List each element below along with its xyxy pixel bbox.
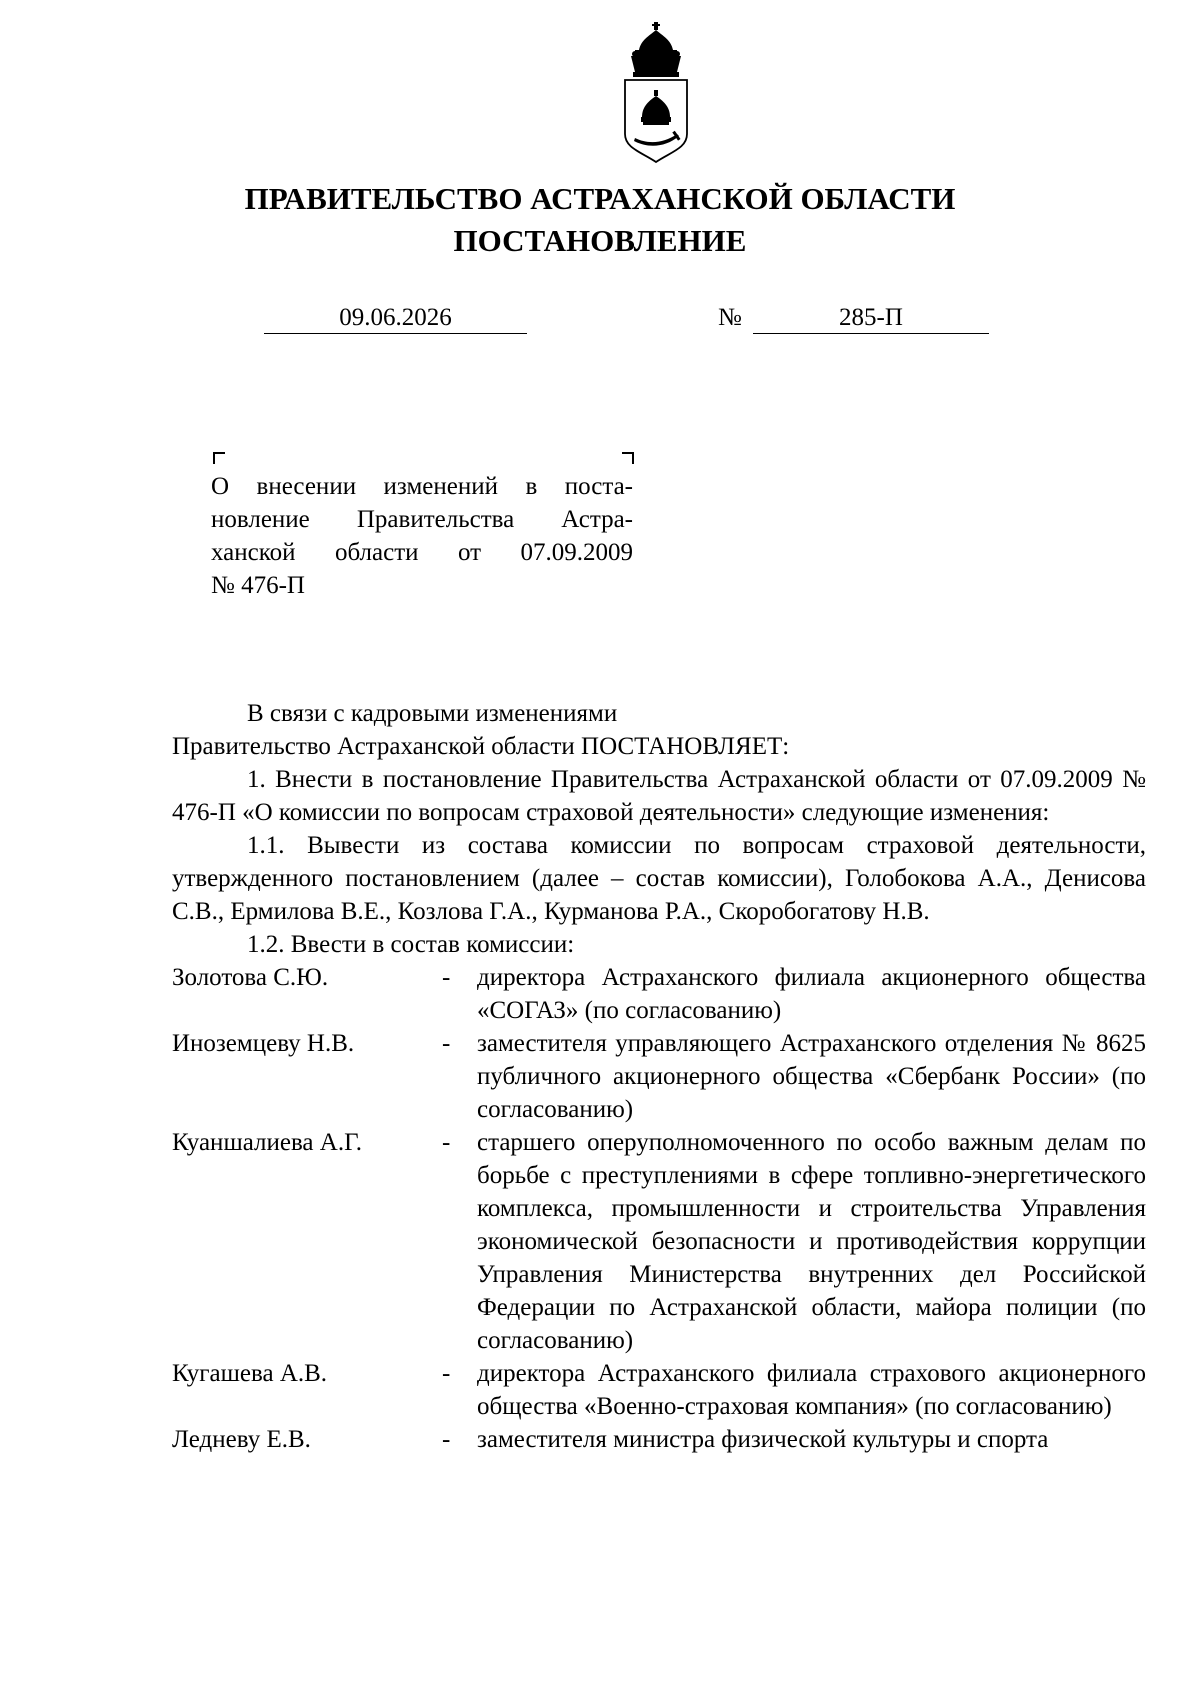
subject-line: О внесении изменений в поста- bbox=[211, 473, 633, 500]
document-number: 285-П bbox=[839, 304, 903, 331]
paragraph-1: 1. Внести в постановление Правительства Астраханской области от 07.09.2009 № 476-П «О комиссии по вопросам страховой деятельности» следующие изменения: bbox=[172, 766, 1146, 826]
corner-bracket-right-icon bbox=[622, 452, 634, 464]
paragraph-1-1: 1.1. Вывести из состава комиссии по вопросам страховой деятельности, утвержденного постановлением (далее – состав комиссии), Голобокова А.А., Денисова С.В., Ермилова В.Е., Козлова Г.А., Курманова Р.А., Скоробогатову Н.В. bbox=[172, 832, 1146, 925]
member-name: Куаншалиева А.Г. bbox=[172, 1129, 362, 1156]
document-subject bbox=[211, 470, 633, 602]
member-dash: - bbox=[442, 1129, 451, 1156]
government-title: ПРАВИТЕЛЬСТВО АСТРАХАНСКОЙ ОБЛАСТИ bbox=[244, 181, 956, 216]
member-position: заместителя управляющего Астраханского отделения № 8625 публичного акционерного общества «Сбербанк России» (по согласованию) bbox=[477, 1030, 1146, 1123]
member-row bbox=[172, 1027, 1146, 1126]
corner-bracket-left-icon bbox=[213, 452, 225, 464]
subject-line: новление Правительства Астра- bbox=[211, 506, 633, 533]
subject-line: ханской области от 07.09.2009 bbox=[211, 539, 633, 566]
number-label: № bbox=[718, 304, 742, 331]
intro-line: В связи с кадровыми изменениями bbox=[247, 700, 618, 727]
member-position: старшего оперуполномоченного по особо важным делам по борьбе с преступлениями в сфере топливно-энергетического комплекса, промышленности и строительства Управления экономической безопасности и противодействия коррупции Управления Министерства внутренних дел Российской Федерации по Астраханской области, майора полиции (по согласованию) bbox=[477, 1129, 1146, 1354]
document-date: 09.06.2026 bbox=[339, 304, 452, 331]
member-position: заместителя министра физической культуры и спорта bbox=[477, 1426, 1049, 1453]
coat-of-arms-icon bbox=[621, 22, 691, 172]
date-underline bbox=[264, 333, 527, 334]
document-body bbox=[172, 697, 1146, 1456]
intro-line: Правительство Астраханской области ПОСТАНОВЛЯЕТ: bbox=[172, 733, 790, 760]
document-type-title: ПОСТАНОВЛЕНИЕ bbox=[453, 223, 747, 258]
member-dash: - bbox=[442, 1360, 451, 1387]
member-name: Иноземцеву Н.В. bbox=[172, 1030, 355, 1057]
member-dash: - bbox=[442, 1030, 451, 1057]
member-row bbox=[172, 1423, 1146, 1456]
member-row bbox=[172, 961, 1146, 1027]
member-name: Кугашева А.В. bbox=[172, 1360, 328, 1387]
member-dash: - bbox=[442, 964, 451, 991]
member-position: директора Астраханского филиала страхового акционерного общества «Военно-страховая компания» (по согласованию) bbox=[477, 1360, 1146, 1420]
member-name: Ледневу Е.В. bbox=[172, 1426, 311, 1453]
member-row bbox=[172, 1357, 1146, 1423]
subject-line: № 476-П bbox=[211, 572, 305, 599]
member-row bbox=[172, 1126, 1146, 1357]
member-list bbox=[172, 961, 1146, 1456]
member-name: Золотова С.Ю. bbox=[172, 964, 329, 991]
number-underline bbox=[753, 333, 989, 334]
member-position: директора Астраханского филиала акционерного общества «СОГАЗ» (по согласованию) bbox=[477, 964, 1146, 1024]
member-dash: - bbox=[442, 1426, 451, 1453]
paragraph-1-2: 1.2. Ввести в состав комиссии: bbox=[247, 931, 575, 958]
